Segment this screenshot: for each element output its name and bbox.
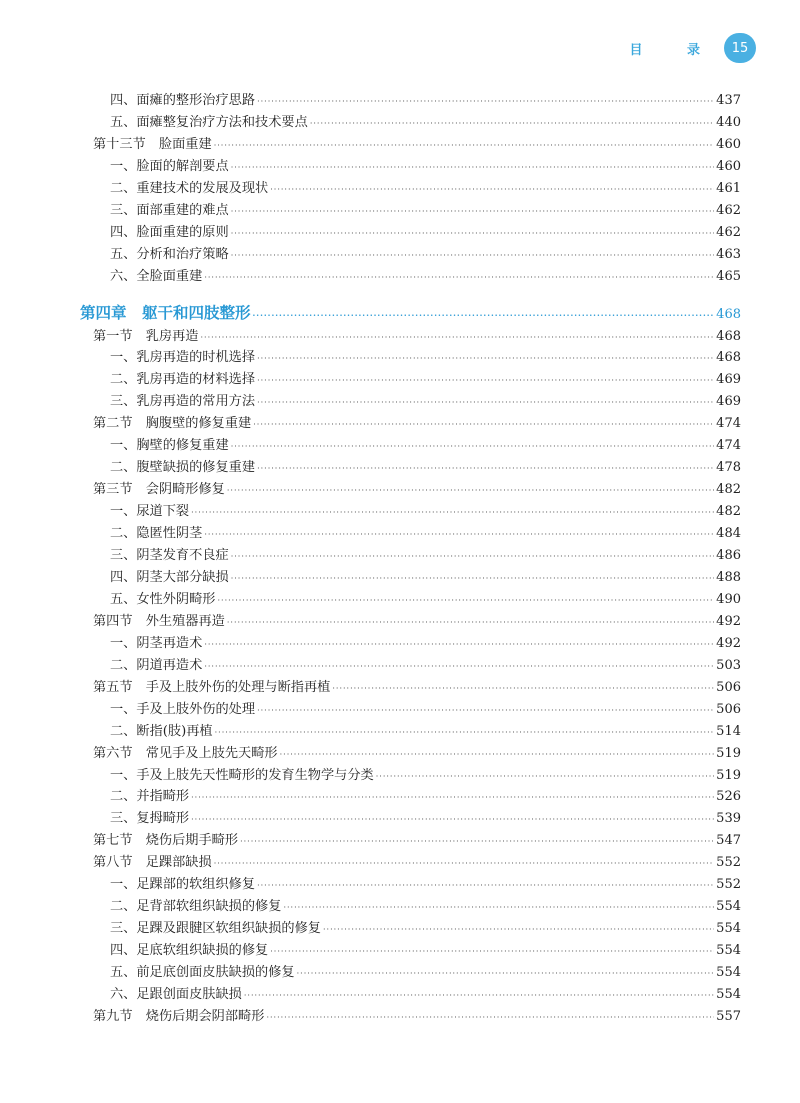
toc-entry-page: 514 xyxy=(716,723,741,739)
toc-leader-dots xyxy=(270,185,714,194)
toc-subsection-entry[interactable] xyxy=(110,632,741,652)
toc-leader-dots xyxy=(227,618,714,627)
toc-entry-page: 474 xyxy=(716,416,741,432)
toc-subsection-entry[interactable] xyxy=(110,588,741,608)
toc-section-entry[interactable] xyxy=(93,325,741,345)
toc-entry-page: 554 xyxy=(716,921,741,937)
toc-subsection-entry[interactable] xyxy=(110,807,741,827)
toc-subsection-entry[interactable] xyxy=(110,265,741,285)
toc-entry-page: 526 xyxy=(716,789,741,805)
toc-entry-page: 490 xyxy=(716,591,741,607)
toc-entry-title: 二、隐匿性阴茎 xyxy=(110,526,203,542)
toc-leader-dots xyxy=(231,229,714,238)
toc-entry-page: 554 xyxy=(716,965,741,981)
toc-chapter-entry[interactable] xyxy=(80,301,741,321)
toc-subsection-entry[interactable] xyxy=(110,544,741,564)
toc-subsection-entry[interactable] xyxy=(110,177,741,197)
toc-leader-dots xyxy=(214,859,714,868)
toc-entry-title: 第六节 常见手及上肢先天畸形 xyxy=(93,745,278,761)
toc-subsection-entry[interactable] xyxy=(110,873,741,893)
toc-entry-page: 468 xyxy=(716,350,741,366)
toc-leader-dots xyxy=(297,969,715,978)
toc-section-entry[interactable] xyxy=(93,676,741,696)
toc-entry-page: 554 xyxy=(716,943,741,959)
toc-leader-dots xyxy=(257,881,714,890)
toc-section-entry[interactable] xyxy=(93,851,741,871)
toc-entry-title: 四、足底软组织缺损的修复 xyxy=(110,943,269,959)
toc-entry-page: 506 xyxy=(716,701,741,717)
toc-entry-title: 三、足踝及跟腱区软组织缺损的修复 xyxy=(110,921,321,937)
toc-leader-dots xyxy=(310,119,714,128)
toc-entry-title: 第二节 胸腹壁的修复重建 xyxy=(93,416,252,432)
toc-entry-title: 一、胸壁的修复重建 xyxy=(110,438,229,454)
toc-entry-title: 第七节 烧伤后期手畸形 xyxy=(93,833,239,849)
toc-entry-page: 460 xyxy=(716,136,741,152)
toc-subsection-entry[interactable] xyxy=(110,199,741,219)
toc-leader-dots xyxy=(257,97,714,106)
section-title: 目 录 xyxy=(629,42,720,58)
toc-leader-dots xyxy=(227,486,714,495)
toc-entry-page: 468 xyxy=(716,306,741,322)
toc-entry-title: 四、阴茎大部分缺损 xyxy=(110,569,229,585)
toc-entry-title: 二、腹壁缺损的修复重建 xyxy=(110,460,256,476)
toc-subsection-entry[interactable] xyxy=(110,221,741,241)
toc-entry-title: 三、阴茎发育不良症 xyxy=(110,548,229,563)
toc-entry-page: 492 xyxy=(716,635,741,651)
toc-entry-title: 第三节 会阴畸形修复 xyxy=(93,482,225,498)
toc-section-entry[interactable] xyxy=(93,742,741,762)
toc-subsection-entry[interactable] xyxy=(110,89,741,109)
toc-entry-page: 506 xyxy=(716,679,741,695)
toc-leader-dots xyxy=(215,728,715,737)
toc-entry-title: 第八节 足踝部缺损 xyxy=(93,855,212,871)
toc-entry-page: 552 xyxy=(716,855,741,871)
toc-entry-title: 三、乳房再造的常用方法 xyxy=(110,394,256,410)
toc-entry-page: 547 xyxy=(716,833,741,849)
toc-entry-page: 465 xyxy=(716,268,741,284)
toc-subsection-entry[interactable] xyxy=(110,390,741,410)
toc-entry-title: 第一节 乳房再造 xyxy=(93,328,199,344)
toc-leader-dots xyxy=(257,376,714,385)
toc-subsection-entry[interactable] xyxy=(110,895,741,915)
toc-subsection-entry[interactable] xyxy=(110,764,741,784)
toc-entry-title: 五、分析和治疗策略 xyxy=(110,246,229,262)
toc-leader-dots xyxy=(191,815,714,824)
toc-subsection-entry[interactable] xyxy=(110,111,741,131)
toc-entry-page: 469 xyxy=(716,372,741,388)
toc-leader-dots xyxy=(257,464,714,473)
toc-entry-title: 六、足跟创面皮肤缺损 xyxy=(110,987,242,1002)
toc-entry-title: 第四节 外生殖器再造 xyxy=(93,613,225,629)
toc-section-entry[interactable] xyxy=(93,1005,741,1025)
toc-entry-title: 一、尿道下裂 xyxy=(110,504,190,520)
toc-entry-title: 四、脸面重建的原则 xyxy=(110,224,229,240)
toc-subsection-entry[interactable] xyxy=(110,917,741,937)
toc-entry-title: 三、复拇畸形 xyxy=(110,811,190,827)
toc-subsection-entry[interactable] xyxy=(110,720,741,740)
toc-entry-page: 463 xyxy=(716,246,741,262)
toc-leader-dots xyxy=(231,163,714,172)
toc-entry-title: 二、足背部软组织缺损的修复 xyxy=(110,899,282,915)
toc-entry-title: 第十三节 脸面重建 xyxy=(93,136,212,152)
toc-leader-dots xyxy=(231,251,714,260)
toc-entry-page: 462 xyxy=(716,224,741,240)
toc-entry-title: 第四章 躯干和四肢整形 xyxy=(80,302,251,322)
toc-entry-title: 一、脸面的解剖要点 xyxy=(110,158,229,174)
toc-leader-dots xyxy=(218,596,715,605)
toc-entry-title: 二、并指畸形 xyxy=(110,789,190,805)
toc-leader-dots xyxy=(270,947,714,956)
toc-leader-dots xyxy=(231,442,714,451)
toc-entry-title: 五、前足底创面皮肤缺损的修复 xyxy=(110,965,295,981)
toc-entry-page: 460 xyxy=(716,158,741,174)
toc-entry-page: 519 xyxy=(716,745,741,761)
toc-leader-dots xyxy=(266,1013,714,1022)
toc-subsection-entry[interactable] xyxy=(110,961,741,981)
toc-leader-dots xyxy=(214,141,714,150)
toc-leader-dots xyxy=(204,530,714,539)
toc-entry-title: 一、手及上肢外伤的处理 xyxy=(110,701,256,717)
toc-entry-page: 554 xyxy=(716,899,741,915)
toc-leader-dots xyxy=(240,837,714,846)
toc-entry-title: 二、重建技术的发展及现状 xyxy=(110,180,269,196)
toc-entry-page: 484 xyxy=(716,526,741,542)
toc-subsection-entry[interactable] xyxy=(110,785,741,805)
toc-leader-dots xyxy=(201,333,715,342)
toc-subsection-entry[interactable] xyxy=(110,500,741,520)
toc-subsection-entry[interactable] xyxy=(110,654,741,674)
toc-entry-title: 六、全脸面重建 xyxy=(110,268,203,284)
toc-entry-page: 552 xyxy=(716,877,741,893)
toc-leader-dots xyxy=(204,273,714,282)
toc-entry-title: 四、面瘫的整形治疗思路 xyxy=(110,93,256,108)
toc-subsection-entry[interactable] xyxy=(110,155,741,175)
toc-leader-dots xyxy=(244,991,714,1000)
toc-entry-title: 二、乳房再造的材料选择 xyxy=(110,372,256,388)
toc-leader-dots xyxy=(323,925,714,934)
toc-leader-dots xyxy=(204,662,714,671)
toc-entry-title: 一、乳房再造的时机选择 xyxy=(110,350,256,366)
toc-entry-page: 469 xyxy=(716,394,741,410)
toc-leader-dots xyxy=(257,398,714,407)
toc-leader-dots xyxy=(280,750,715,759)
toc-entry-page: 468 xyxy=(716,328,741,344)
toc-leader-dots xyxy=(376,772,714,781)
toc-subsection-entry[interactable] xyxy=(110,939,741,959)
toc-leader-dots xyxy=(231,574,714,583)
toc-leader-dots xyxy=(204,640,714,649)
toc-leader-dots xyxy=(191,793,714,802)
toc-entry-page: 539 xyxy=(716,811,741,827)
toc-entry-page: 437 xyxy=(716,93,741,108)
toc-entry-title: 第五节 手及上肢外伤的处理与断指再植 xyxy=(93,679,331,695)
toc-section-entry[interactable] xyxy=(93,133,741,153)
toc-entry-page: 488 xyxy=(716,569,741,585)
toc-subsection-entry[interactable] xyxy=(110,434,741,454)
toc-section-entry[interactable] xyxy=(93,829,741,849)
toc-subsection-entry[interactable] xyxy=(110,368,741,388)
toc-section-entry[interactable] xyxy=(93,412,741,432)
toc-entry-title: 三、面部重建的难点 xyxy=(110,202,229,218)
toc-leader-dots xyxy=(257,354,714,363)
toc-entry-page: 519 xyxy=(716,767,741,783)
toc-entry-title: 二、断指(肢)再植 xyxy=(110,723,213,739)
toc-subsection-entry[interactable] xyxy=(110,522,741,542)
toc-subsection-entry[interactable] xyxy=(110,243,741,263)
toc-entry-title: 一、阴茎再造术 xyxy=(110,635,203,651)
toc-leader-dots xyxy=(191,508,714,517)
toc-subsection-entry[interactable] xyxy=(110,698,741,718)
toc-leader-dots xyxy=(253,310,715,320)
toc-subsection-entry[interactable] xyxy=(110,983,741,1003)
toc-leader-dots xyxy=(257,706,714,715)
toc-entry-title: 二、阴道再造术 xyxy=(110,657,203,673)
page-number-badge: 15 xyxy=(724,33,756,63)
toc-entry-page: 492 xyxy=(716,613,741,629)
toc-section-entry[interactable] xyxy=(93,478,741,498)
toc-entry-page: 461 xyxy=(716,180,741,196)
toc-entry-page: 478 xyxy=(716,460,741,476)
toc-subsection-entry[interactable] xyxy=(110,456,741,476)
toc-entry-page: 557 xyxy=(716,1008,741,1024)
toc-subsection-entry[interactable] xyxy=(110,566,741,586)
toc-entry-page: 482 xyxy=(716,482,741,498)
toc-leader-dots xyxy=(253,420,714,429)
toc-entry-page: 486 xyxy=(716,548,741,563)
toc-entry-page: 482 xyxy=(716,504,741,520)
toc-leader-dots xyxy=(231,207,714,216)
toc-subsection-entry[interactable] xyxy=(110,346,741,366)
toc-entry-title: 五、女性外阴畸形 xyxy=(110,591,216,607)
toc-entry-page: 503 xyxy=(716,657,741,673)
toc-entry-title: 一、足踝部的软组织修复 xyxy=(110,877,256,893)
toc-entry-title: 一、手及上肢先天性畸形的发育生物学与分类 xyxy=(110,767,374,783)
toc-leader-dots xyxy=(231,552,714,561)
toc-entry-title: 五、面瘫整复治疗方法和技术要点 xyxy=(110,114,308,130)
toc-leader-dots xyxy=(332,684,714,693)
toc-entry-page: 474 xyxy=(716,438,741,454)
toc-entry-title: 第九节 烧伤后期会阴部畸形 xyxy=(93,1008,265,1024)
toc-entry-page: 440 xyxy=(716,114,741,130)
toc-section-entry[interactable] xyxy=(93,610,741,630)
toc-entry-page: 462 xyxy=(716,202,741,218)
toc-entry-page: 554 xyxy=(716,987,741,1002)
page-header xyxy=(629,33,756,63)
toc-leader-dots xyxy=(283,903,714,912)
